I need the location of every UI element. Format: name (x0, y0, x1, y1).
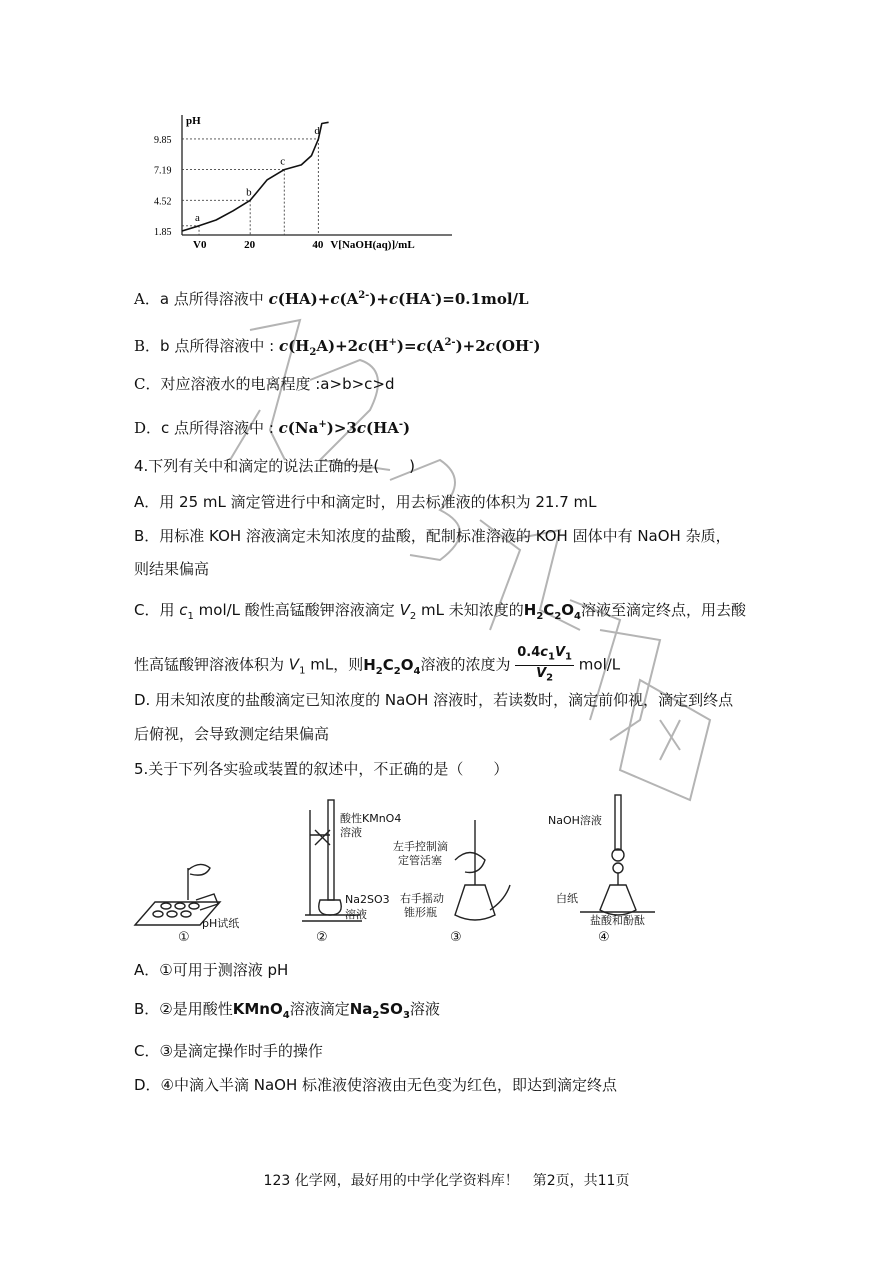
label-naoh: NaOH溶液 (548, 814, 602, 827)
text: mol/L (578, 655, 621, 674)
page-footer: 123 化学网，最好用的中学化学资料库！ 第2页，共11页 (263, 1173, 630, 1189)
fraction: $\frac{0.4c_1V_1}{V_2}$ (517, 645, 572, 684)
q5-option-b (134, 999, 440, 1026)
option-text: 对应溶液水的电离程度 :a>b>c>d (160, 375, 395, 393)
q3-option-a (134, 286, 529, 309)
label-na2so3-2: 溶液 (345, 908, 367, 921)
q4-option-b-line2: 则结果偏高 (134, 560, 210, 578)
text: B．②是用酸性 (134, 1000, 233, 1018)
label-na2so3: Na2SO3 (345, 893, 390, 906)
label-kmno4-2: 溶液 (340, 826, 362, 839)
y-tick-label: 9.85 (154, 134, 172, 146)
label-white-paper: 白纸 (556, 892, 578, 905)
ph-titration-chart (154, 110, 480, 255)
formula-kmno4: KMnO$_4$ (232, 1000, 290, 1021)
q4-option-c-line2: 性高锰酸钾溶液体积为 $V_1$ mL，则$H_2C_2O_4$溶液的浓度为 $\frac{0.4c_1V_1}{V_2}$ mol/L (134, 645, 621, 684)
option-text: b 点所得溶液中 : (160, 337, 275, 355)
text: 溶液 (409, 1000, 440, 1018)
x-tick-label: V0 (193, 239, 207, 251)
label-left-hand: 左手控制滴 (393, 840, 448, 853)
text: 溶液的浓度为 (420, 655, 511, 674)
label-right-hand-2: 锥形瓶 (404, 906, 437, 919)
text: mL，则 (310, 655, 364, 674)
q4-title: 4.下列有关中和滴定的说法正确的是( ) (134, 457, 416, 475)
q4-option-d-line1: D. 用未知浓度的盐酸滴定已知浓度的 NaOH 溶液时，若读数时，滴定前仰视，滴定到终点 (134, 691, 734, 709)
q5-option-d: D．④中滴入半滴 NaOH 标准液使溶液由无色变为红色，即达到滴定终点 (134, 1076, 618, 1094)
option-prefix: D． (134, 419, 162, 437)
q4-option-b-line1: B．用标准 KOH 溶液滴定未知浓度的盐酸，配制标准溶液的 KOH 固体中有 NaOH 杂质， (134, 527, 731, 545)
formula: $c(H_2A)+2c(H^+)=c(A^{2-})+2c(OH^-)$ (278, 337, 541, 358)
label-fig2: ② (316, 930, 328, 945)
q3-option-c (134, 374, 395, 394)
label-left-hand-2: 定管活塞 (398, 854, 442, 867)
q4-option-d-line2: 后俯视，会导致测定结果偏高 (134, 725, 330, 743)
text: 溶液至滴定终点，用去酸 (581, 601, 747, 619)
label-fig3: ③ (450, 930, 462, 945)
q3-option-b (134, 333, 540, 363)
q5-title: 5.关于下列各实验或装置的叙述中，不正确的是（ ） (134, 760, 509, 778)
point-label-c: c (280, 155, 286, 168)
option-prefix: C． (134, 375, 161, 393)
q4-option-c-line1: C．用 $c_1$ mol/L 酸性高锰酸钾溶液滴定 $V_2$ mL 未知浓度的$H_2C_2O_4$溶液至滴定终点，用去酸 (134, 601, 747, 622)
formula-h2c2o4: $H_2C_2O_4$ (363, 655, 421, 677)
x-tick-label: 20 (244, 239, 256, 251)
q4-option-a: A．用 25 mL 滴定管进行中和滴定时，用去标准液的体积为 21.7 mL (134, 493, 597, 511)
y-tick-label: 1.85 (154, 226, 172, 238)
label-right-hand: 右手摇动 (400, 892, 444, 905)
x-axis-label: V[NaOH(aq)]/mL (330, 239, 415, 251)
point-label-b: b (246, 186, 252, 199)
label-fig4: ④ (598, 930, 610, 945)
point-label-a: a (195, 211, 200, 224)
y-tick-label: 4.52 (154, 196, 172, 208)
formula: $c(HA)+c(A^{2-})+c(HA^-)=0.1mol/L$ (268, 290, 529, 308)
q5-option-c: C．③是滴定操作时手的操作 (134, 1042, 323, 1060)
text: 溶液滴定 (289, 1000, 350, 1018)
formula-h2c2o4: $H_2C_2O_4$ (523, 601, 582, 622)
y-tick-label: 7.19 (154, 165, 172, 177)
option-text: a 点所得溶液中 (159, 290, 264, 308)
formula: c(Na+)>3c(HA-) (278, 419, 411, 437)
point-label-d: d (314, 124, 320, 137)
q5-option-a: A．①可用于测溶液 pH (134, 961, 289, 979)
y-axis-label: pH (186, 115, 201, 127)
text: mL 未知浓度的 (421, 601, 524, 619)
text: C．用 (134, 601, 175, 619)
label-acid: 盐酸和酚酞 (590, 914, 645, 927)
formula-na2so3: $Na_2SO_3$ (349, 1000, 410, 1021)
label-fig1: ① (178, 930, 190, 945)
text: 性高锰酸钾溶液体积为 (134, 655, 285, 674)
text: mol/L 酸性高锰酸钾溶液滴定 (198, 601, 395, 619)
q3-option-d (134, 415, 410, 438)
option-prefix: A． (134, 290, 160, 308)
label-ph-paper: pH试纸 (202, 917, 240, 930)
option-text: c 点所得溶液中 : (161, 419, 274, 437)
label-kmno4: 酸性KMnO4 (340, 812, 402, 825)
option-prefix: B． (134, 337, 161, 355)
x-tick-label: 40 (312, 239, 324, 251)
